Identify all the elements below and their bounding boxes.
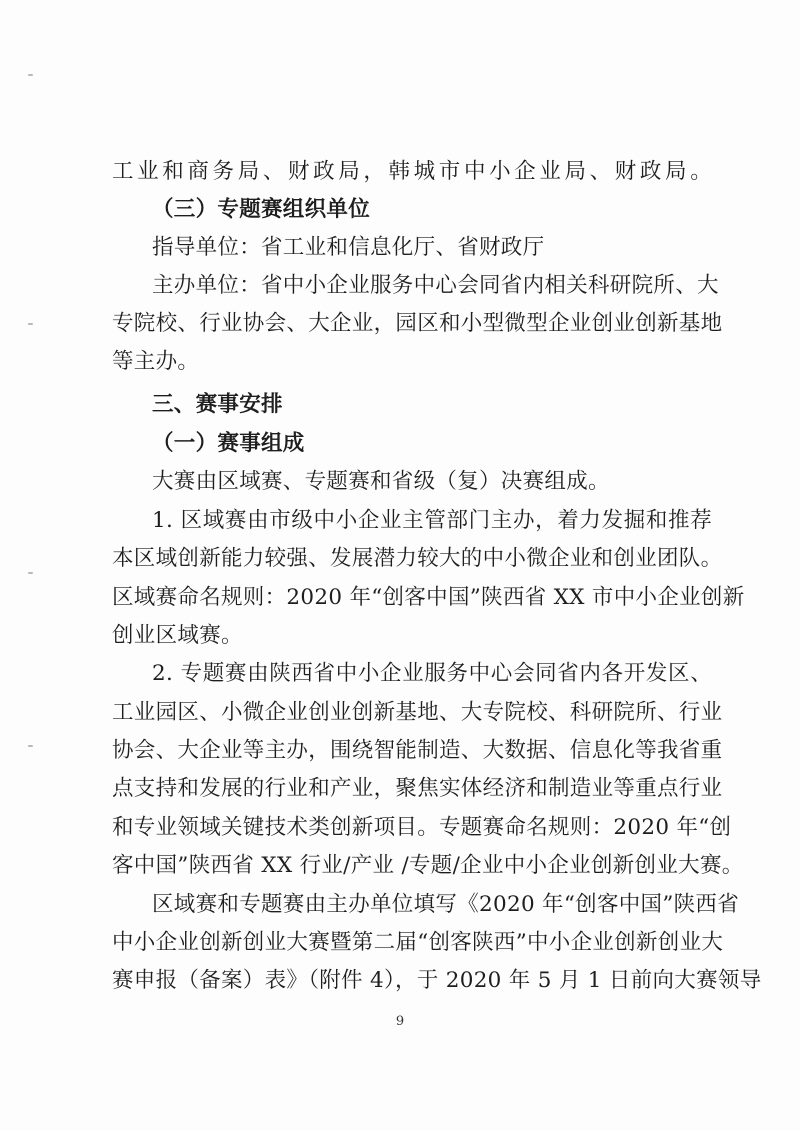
section-heading: 三、赛事安排 [152, 392, 283, 417]
text-line: 和专业领域关键技术类创新项目。专题赛命名规则：2020 年“创 [112, 815, 732, 840]
text-line: 1. 区域赛由市级中小企业主管部门主办，着力发掘和推荐 [152, 508, 712, 533]
text-line: 2. 专题赛由陕西省中小企业服务中心会同省内各开发区、 [152, 661, 712, 686]
scan-speck [28, 323, 33, 325]
section-heading: （一）赛事组成 [152, 431, 305, 456]
text-line: 指导单位：省工业和信息化厅、省财政厅 [152, 235, 545, 260]
text-line: 区域赛和专题赛由主办单位填写《2020 年“创客中国”陕西省 [152, 892, 740, 917]
text-line: 创业区域赛。 [112, 623, 243, 648]
text-line: 主办单位：省中小企业服务中心会同省内相关科研院所、大 [152, 273, 719, 298]
text-line: 工业和商务局、财政局，韩城市中小企业局、财政局。 [112, 159, 712, 184]
text-line: 大赛由区域赛、专题赛和省级（复）决赛组成。 [152, 469, 610, 494]
page-number: 9 [395, 1014, 405, 1029]
text-line: 工业园区、小微企业创业创新基地、大专院校、科研院所、行业 [112, 700, 723, 725]
scan-speck [28, 745, 33, 747]
section-heading: （三）专题赛组织单位 [152, 197, 371, 222]
scan-speck [28, 74, 33, 76]
text-line: 客中国”陕西省 XX 行业/产业 /专题/企业中小企业创新创业大赛。 [112, 853, 744, 878]
text-line: 点支持和发展的行业和产业，聚焦实体经济和制造业等重点行业 [112, 776, 723, 801]
text-line: 协会、大企业等主办，围绕智能制造、大数据、信息化等我省重 [112, 738, 723, 763]
text-line: 等主办。 [112, 349, 200, 374]
text-line: 本区域创新能力较强、发展潜力较大的中小微企业和创业团队。 [112, 546, 723, 571]
text-line: 中小企业创新创业大赛暨第二届“创客陕西”中小企业创新创业大 [112, 930, 724, 955]
text-line: 赛申报（备案）表》（附件 4），于 2020 年 5 月 1 日前向大赛领导 [112, 968, 762, 993]
scan-speck [28, 572, 33, 574]
text-line: 专院校、行业协会、大企业，园区和小型微型企业创业创新基地 [112, 311, 723, 336]
text-line: 区域赛命名规则：2020 年“创客中国”陕西省 XX 市中小企业创新 [112, 585, 745, 610]
